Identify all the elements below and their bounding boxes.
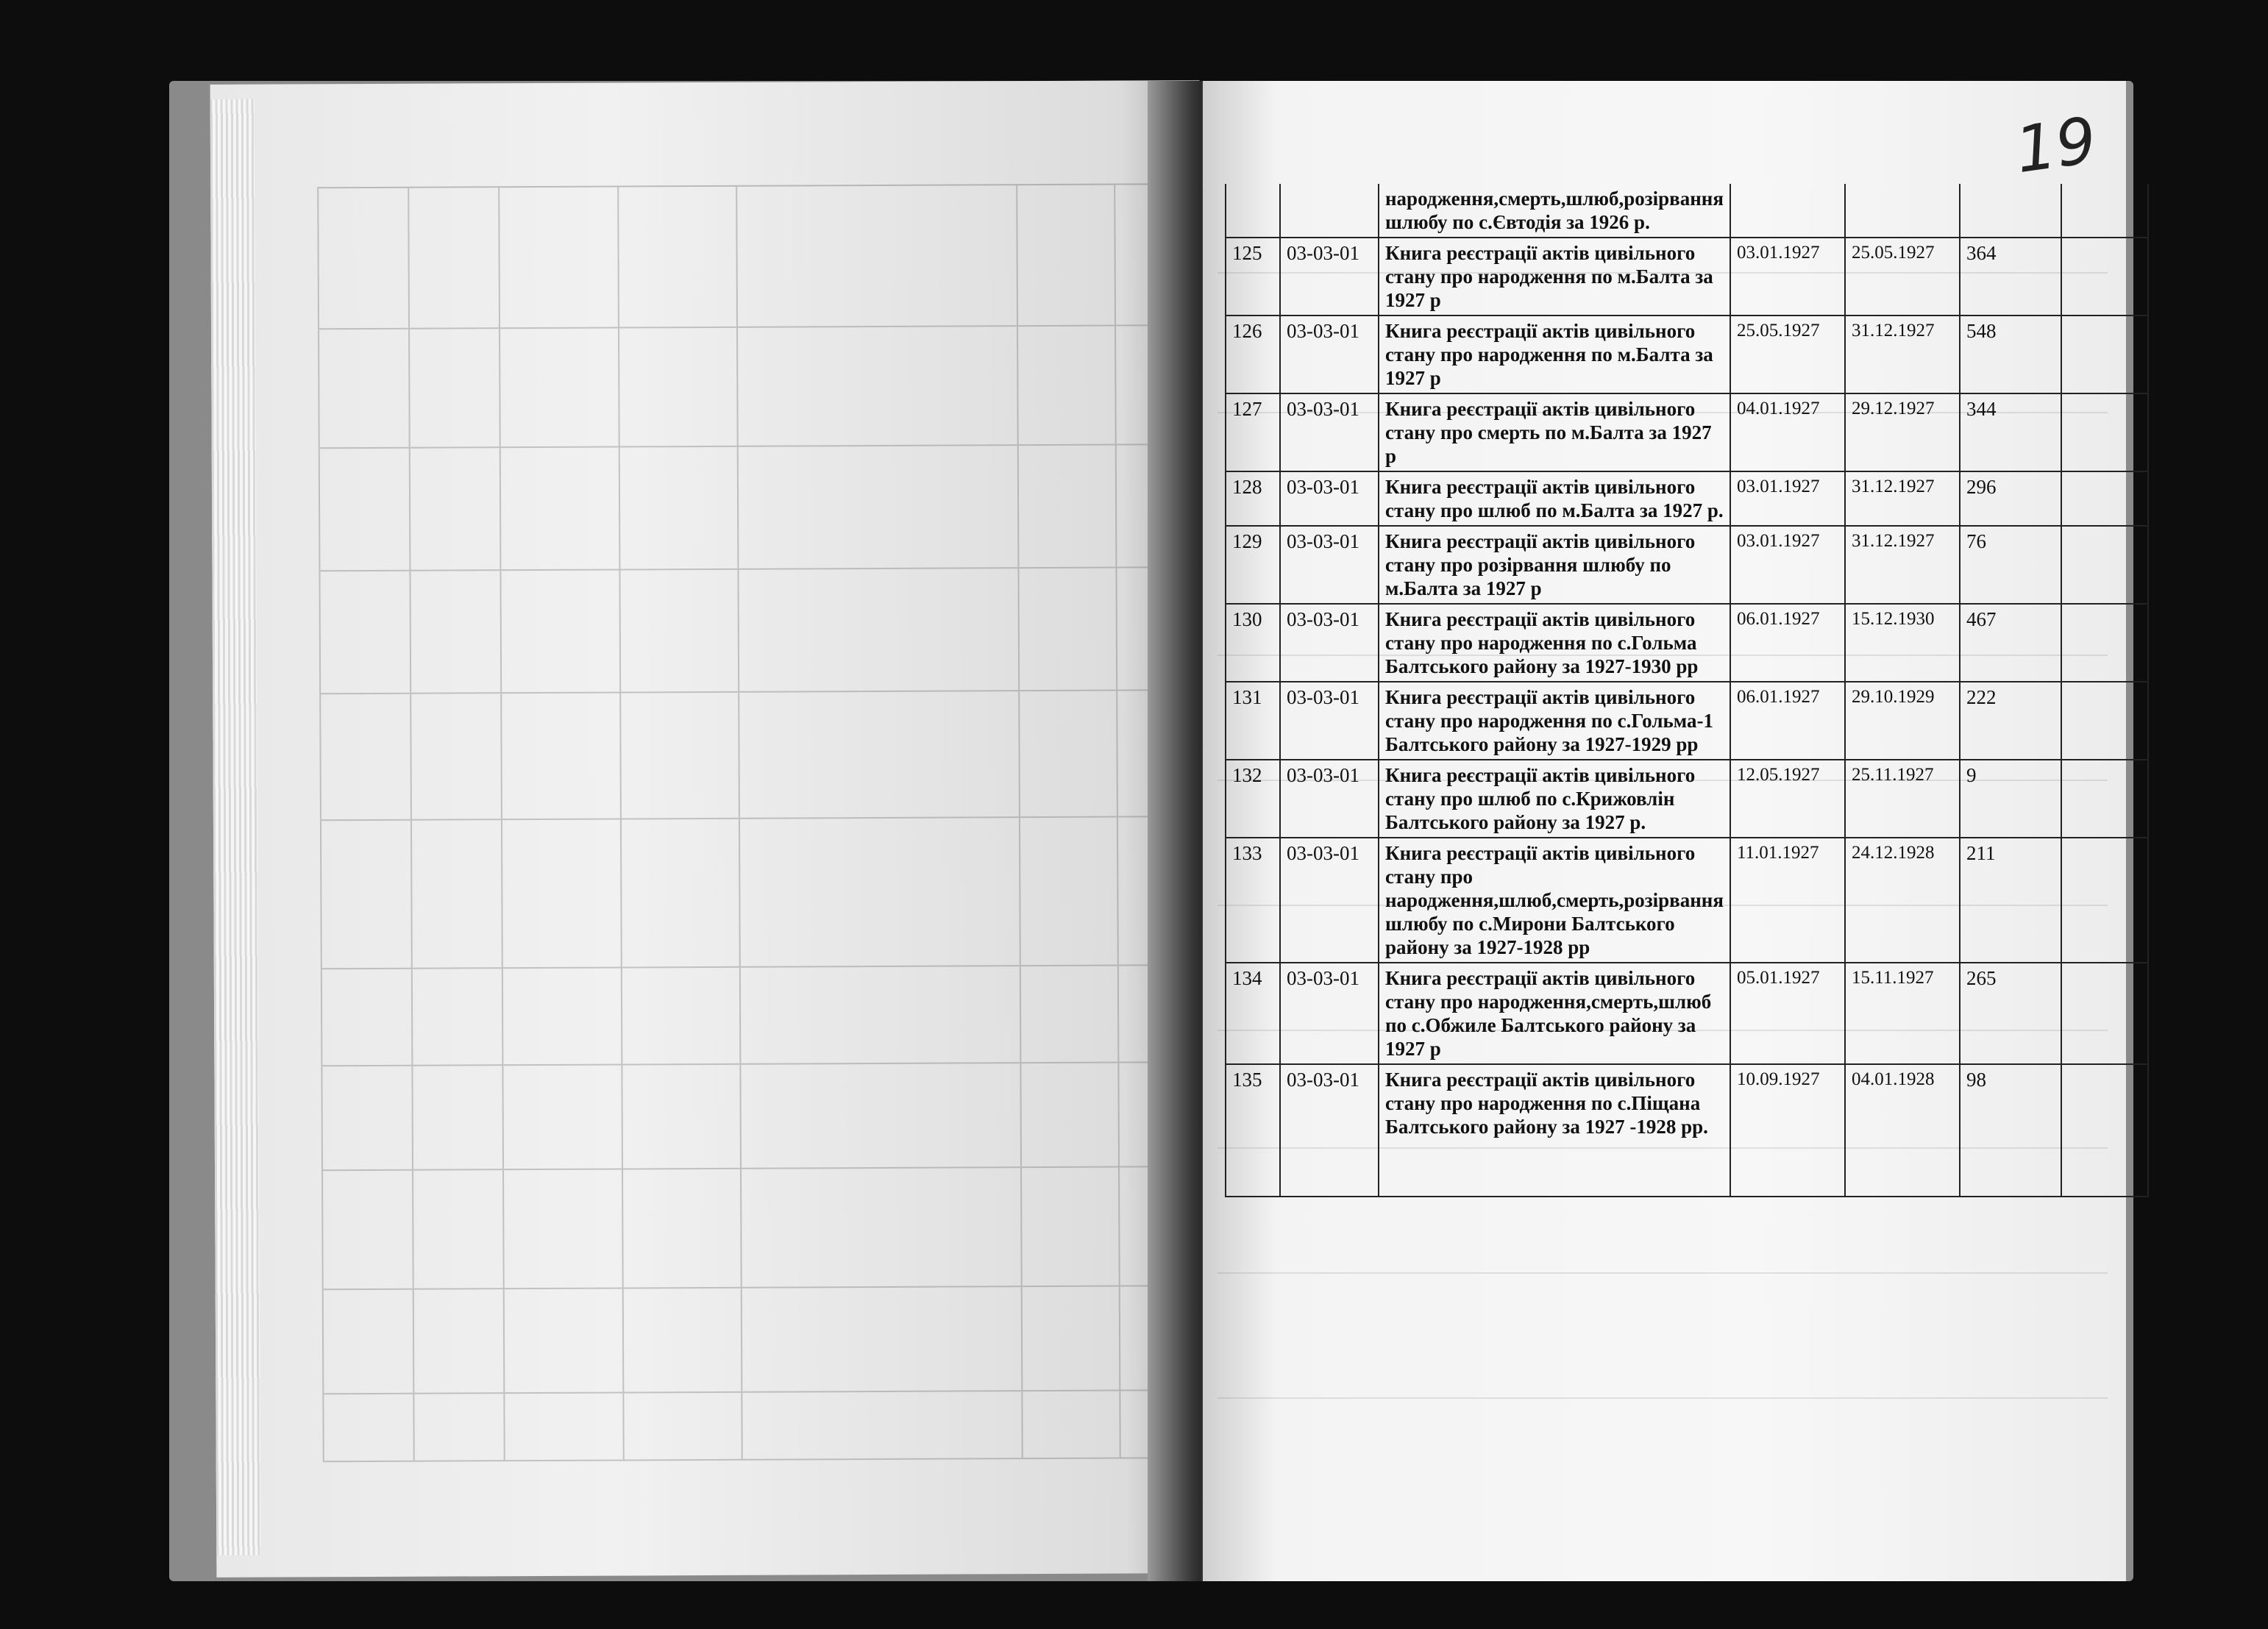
entry-code: 03-03-01 <box>1280 393 1379 471</box>
entry-start-date: 05.01.1927 <box>1730 963 1845 1064</box>
entry-notes <box>2061 760 2148 838</box>
entry-number: 128 <box>1226 471 1280 526</box>
table-row <box>1226 838 2148 963</box>
entry-title: Книга реєстрації актів цивільного стану про народження по м.Балта за 1927 р <box>1379 316 1730 393</box>
entry-end-date: 31.12.1927 <box>1845 316 1960 393</box>
table-row <box>1226 682 2148 760</box>
entry-count: 364 <box>1960 238 2061 316</box>
entry-code: 03-03-01 <box>1280 760 1379 838</box>
entry-title: Книга реєстрації актів цивільного стану про смерть по м.Балта за 1927 р <box>1379 393 1730 471</box>
entry-start-date <box>1730 184 1845 238</box>
entry-end-date: 31.12.1927 <box>1845 526 1960 604</box>
entry-title: Книга реєстрації актів цивільного стану про народження по м.Балта за 1927 р <box>1379 238 1730 316</box>
entry-title: Книга реєстрації актів цивільного стану про шлюб по м.Балта за 1927 р. <box>1379 471 1730 526</box>
register-table <box>1225 184 2149 1197</box>
entry-number: 126 <box>1226 316 1280 393</box>
entry-title: Книга реєстрації актів цивільного стану про народження по с.Гольма Балтського району за 1927-1930 рр <box>1379 604 1730 682</box>
entry-count: 98 <box>1960 1064 2061 1197</box>
entry-number: 131 <box>1226 682 1280 760</box>
entry-end-date: 04.01.1928 <box>1845 1064 1960 1197</box>
entry-count: 222 <box>1960 682 2061 760</box>
entry-start-date: 03.01.1927 <box>1730 238 1845 316</box>
table-row <box>1226 471 2148 526</box>
entry-end-date: 24.12.1928 <box>1845 838 1960 963</box>
entry-number: 129 <box>1226 526 1280 604</box>
entry-count: 211 <box>1960 838 2061 963</box>
entry-count: 265 <box>1960 963 2061 1064</box>
entry-notes <box>2061 1064 2148 1197</box>
entry-count: 467 <box>1960 604 2061 682</box>
show-through-table <box>317 183 1184 1512</box>
entry-start-date: 03.01.1927 <box>1730 526 1845 604</box>
entry-start-date: 04.01.1927 <box>1730 393 1845 471</box>
entry-code: 03-03-01 <box>1280 682 1379 760</box>
entry-start-date: 10.09.1927 <box>1730 1064 1845 1197</box>
entry-count: 548 <box>1960 316 2061 393</box>
table-row <box>1226 760 2148 838</box>
table-row <box>1226 1064 2148 1197</box>
entry-start-date: 25.05.1927 <box>1730 316 1845 393</box>
entry-end-date: 25.05.1927 <box>1845 238 1960 316</box>
entry-start-date: 06.01.1927 <box>1730 604 1845 682</box>
entry-code: 03-03-01 <box>1280 316 1379 393</box>
entry-notes <box>2061 471 2148 526</box>
entry-title: Книга реєстрації актів цивільного стану про народження по с.Піщана Балтського району за 1927 -1928 рр. <box>1379 1064 1730 1197</box>
entry-end-date: 29.12.1927 <box>1845 393 1960 471</box>
entry-count: 9 <box>1960 760 2061 838</box>
table-row <box>1226 393 2148 471</box>
table-row <box>1226 238 2148 316</box>
entry-number: 133 <box>1226 838 1280 963</box>
entry-count: 344 <box>1960 393 2061 471</box>
entry-number: 130 <box>1226 604 1280 682</box>
entry-end-date: 25.11.1927 <box>1845 760 1960 838</box>
entry-start-date: 11.01.1927 <box>1730 838 1845 963</box>
table-row <box>1226 316 2148 393</box>
table-row <box>1226 526 2148 604</box>
entry-notes <box>2061 316 2148 393</box>
entry-count <box>1960 184 2061 238</box>
entry-number: 125 <box>1226 238 1280 316</box>
entry-code: 03-03-01 <box>1280 1064 1379 1197</box>
entry-code: 03-03-01 <box>1280 604 1379 682</box>
entry-start-date: 03.01.1927 <box>1730 471 1845 526</box>
entry-notes <box>2061 838 2148 963</box>
entry-start-date: 12.05.1927 <box>1730 760 1845 838</box>
entry-notes <box>2061 184 2148 238</box>
entry-number: 127 <box>1226 393 1280 471</box>
entry-notes <box>2061 238 2148 316</box>
entry-code: 03-03-01 <box>1280 526 1379 604</box>
page-number: 19 <box>2011 103 2101 188</box>
page-edges <box>210 99 261 1555</box>
entry-end-date: 31.12.1927 <box>1845 471 1960 526</box>
entry-notes <box>2061 963 2148 1064</box>
entry-number: 134 <box>1226 963 1280 1064</box>
entry-title: Книга реєстрації актів цивільного стану про народження,шлюб,смерть,розірвання шлюбу по с.Мирони Балтського району за 1927-1928 рр <box>1379 838 1730 963</box>
entry-end-date: 29.10.1929 <box>1845 682 1960 760</box>
left-page <box>210 80 1206 1578</box>
entry-code <box>1280 184 1379 238</box>
entry-title: Книга реєстрації актів цивільного стану про народження по с.Гольма-1 Балтського району за 1927-1929 рр <box>1379 682 1730 760</box>
entry-notes <box>2061 682 2148 760</box>
entry-notes <box>2061 526 2148 604</box>
entry-number: 135 <box>1226 1064 1280 1197</box>
table-row <box>1226 604 2148 682</box>
entry-code: 03-03-01 <box>1280 838 1379 963</box>
entry-title: народження,смерть,шлюб,розірвання шлюбу по с.Євтодія за 1926 р. <box>1379 184 1730 238</box>
entry-number <box>1226 184 1280 238</box>
entry-code: 03-03-01 <box>1280 238 1379 316</box>
entry-end-date <box>1845 184 1960 238</box>
table-row <box>1226 184 2148 238</box>
entry-end-date: 15.11.1927 <box>1845 963 1960 1064</box>
entry-title: Книга реєстрації актів цивільного стану про шлюб по с.Крижовлін Балтського району за 1927 р. <box>1379 760 1730 838</box>
table-row <box>1226 963 2148 1064</box>
entry-code: 03-03-01 <box>1280 963 1379 1064</box>
entry-end-date: 15.12.1930 <box>1845 604 1960 682</box>
entry-count: 296 <box>1960 471 2061 526</box>
entry-notes <box>2061 393 2148 471</box>
entry-code: 03-03-01 <box>1280 471 1379 526</box>
entry-notes <box>2061 604 2148 682</box>
entry-count: 76 <box>1960 526 2061 604</box>
entry-title: Книга реєстрації актів цивільного стану про розірвання шлюбу по м.Балта за 1927 р <box>1379 526 1730 604</box>
entry-number: 132 <box>1226 760 1280 838</box>
entry-start-date: 06.01.1927 <box>1730 682 1845 760</box>
entry-title: Книга реєстрації актів цивільного стану про народження,смерть,шлюб по с.Обжиле Балтського району за 1927 р <box>1379 963 1730 1064</box>
